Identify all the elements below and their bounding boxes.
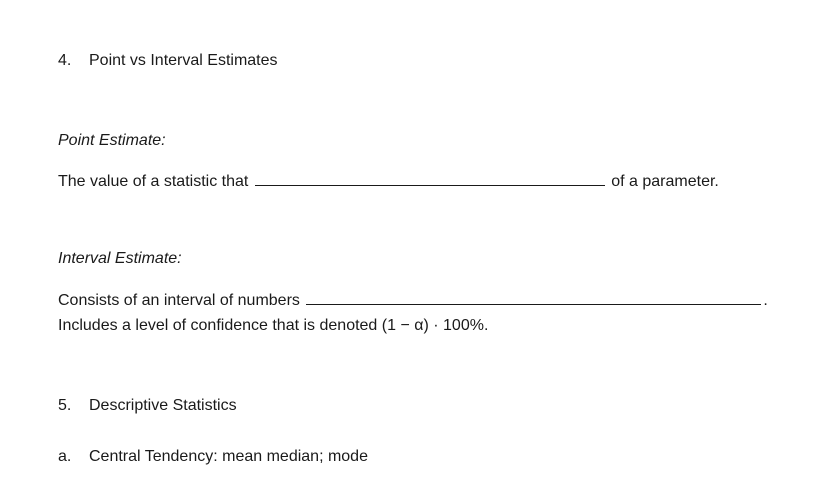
list-item-text: Central Tendency: mean median; mode — [89, 448, 368, 465]
interval-estimate-text-before: Consists of an interval of numbers — [58, 292, 300, 309]
section-5-title: Descriptive Statistics — [89, 397, 237, 414]
section-4-title: Point vs Interval Estimates — [89, 52, 278, 69]
interval-estimate-line-2: Includes a level of confidence that is denoted (1 − α) · 100%. — [58, 317, 489, 334]
point-estimate-text-after: of a parameter. — [611, 173, 719, 190]
section-5-heading — [58, 396, 237, 416]
point-estimate-definition — [58, 171, 719, 192]
section-5-number: 5. — [58, 397, 72, 414]
section-4-number: 4. — [58, 52, 72, 69]
point-estimate-text-before: The value of a statistic that — [58, 173, 249, 190]
interval-estimate-blank — [306, 290, 761, 305]
section-4-heading — [58, 51, 278, 71]
list-item — [58, 447, 368, 467]
interval-estimate-period: . — [763, 292, 768, 309]
list-item-marker: a. — [58, 448, 72, 465]
interval-estimate-line-1 — [58, 290, 768, 311]
point-estimate-blank — [255, 171, 605, 186]
interval-estimate-heading: Interval Estimate: — [58, 250, 182, 267]
point-estimate-heading: Point Estimate: — [58, 132, 166, 149]
